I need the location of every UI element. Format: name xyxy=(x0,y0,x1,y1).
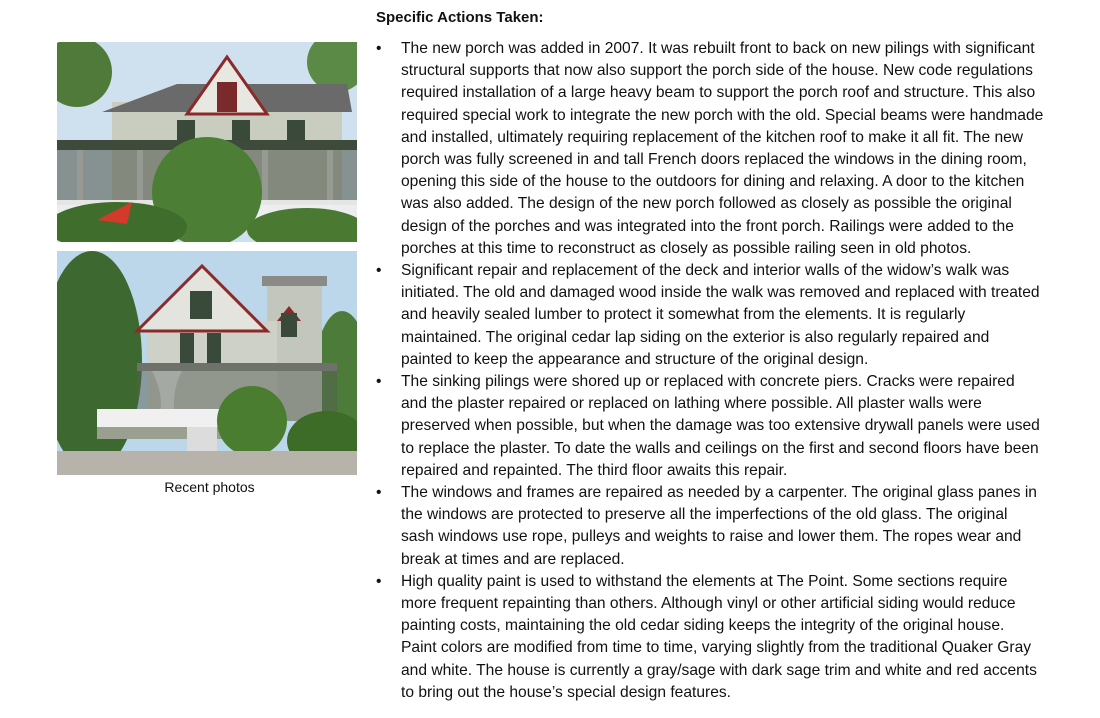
photo-caption: Recent photos xyxy=(164,479,255,495)
actions-list xyxy=(376,38,1044,704)
action-item: • The windows and frames are repaired as needed by a carpenter. The original glass panes in the windows are protected to preserve all the imperfections of the old glass. The original sash windows use rope, pulleys and weights to raise and lower them. The ropes wear and break at times and are replaced. xyxy=(376,482,1044,571)
action-item: • The sinking pilings were shored up or replaced with concrete piers. Cracks were repaired and the plaster repaired or replaced on lathing where possible. All plaster walls were preserved when possible, but when the damage was too extensive drywall panels were used to replace the plaster. To date the walls and ceilings on the first and second floors have been repaired and repainted. The third floor awaits this repair. xyxy=(376,371,1044,482)
section-heading: Specific Actions Taken: xyxy=(376,9,544,26)
action-item: • The new porch was added in 2007. It was rebuilt front to back on new pilings with significant structural supports that now also support the porch side of the house. New code regulations required installation of a large heavy beam to support the porch roof and structure. This also required special work to integrate the new porch with the old. Special beams were handmade and installed, ultimately requiring replacement of the kitchen roof to make it all fit. The new porch was fully screened in and tall French doors replaced the windows in the dining room, opening this side of the house to the outdoors for dining and relaxing. A door to the kitchen was also added. The design of the new porch followed as closely as possible the original design of the porches and was integrated into the front porch. Railings were added to the porches at this time to reconstruct as closely as possible railing seen in old photos. xyxy=(376,38,1044,260)
porch-photo xyxy=(57,42,357,242)
action-item: • High quality paint is used to withstand the elements at The Point. Some sections require more frequent repainting than others. Although vinyl or other artificial siding would reduce painting costs, maintaining the old cedar siding keeps the integrity of the original house. Paint colors are modified from time to time, varying slightly from the traditional Quaker Gray and white. The house is currently a gray/sage with dark sage trim and white and red accents to bring out the house’s special design features. xyxy=(376,571,1044,704)
action-item: • Significant repair and replacement of the deck and interior walls of the widow’s walk was initiated. The old and damaged wood inside the walk was removed and replaced with treated and heavily sealed lumber to protect it somewhat from the elements. It is regularly maintained. The original cedar lap siding on the exterior is also regularly repaired and painted to keep the appearance and structure of the original design. xyxy=(376,260,1044,371)
house-photo xyxy=(57,251,357,475)
